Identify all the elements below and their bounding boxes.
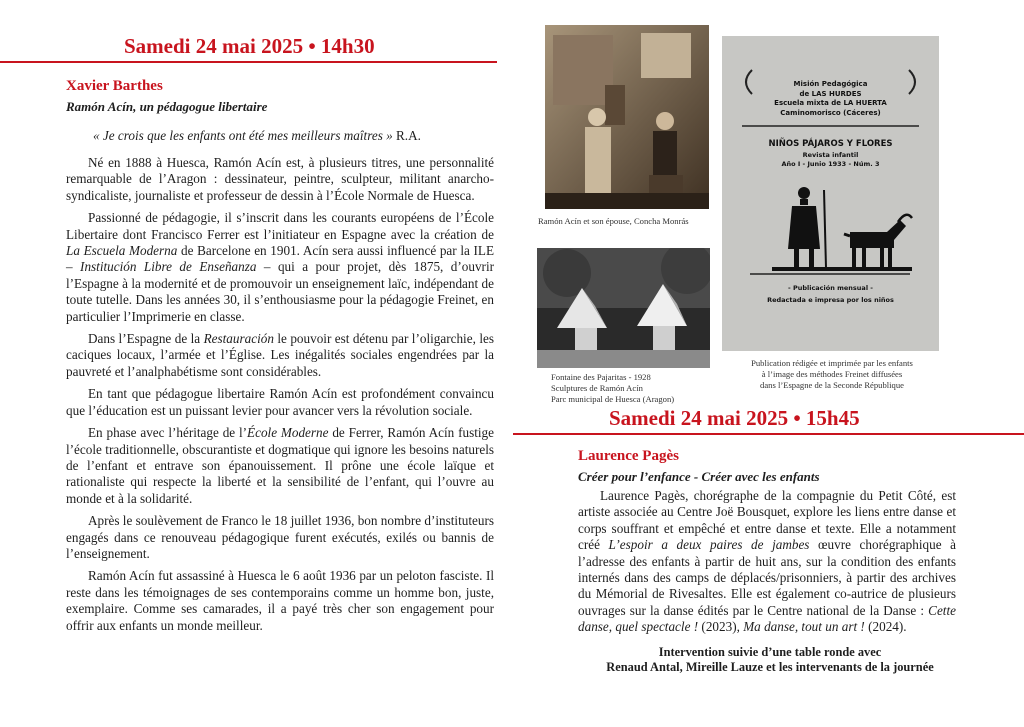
closing-line: Renaud Antal, Mireille Lauze et les intervenants de la journée: [606, 660, 934, 674]
photo-pajaritas-fountain: [537, 248, 710, 368]
caption-line: à l’image des méthodes Freinet diffusées: [761, 369, 903, 379]
text-run: Ramón Acín fut assassiné à Huesca le 6 août 1936 par un peloton fasciste. Il reste dans les témoignages de ses contemporains comme un homme bon, juste, exemplaire. Comme ses camarades, il a payé très cher son engagement pour offrir aux enfants un monde meilleur.: [66, 568, 494, 633]
caption-line: dans l’Espagne de la Seconde République: [760, 380, 904, 390]
magazine-issue: Año I - Junio 1933 - Núm. 3: [781, 160, 880, 168]
italic-text: École Moderne: [247, 425, 329, 441]
speaker-name-right: Laurence Pagès: [578, 448, 679, 464]
closing-note: [560, 645, 980, 675]
caption-line: Publication rédigée et imprimée par les enfants: [751, 358, 913, 368]
magazine-cover: [722, 36, 939, 351]
text-run: Dans l’Espagne de la: [88, 331, 204, 347]
italic-text: Ma danse, tout un art !: [743, 619, 865, 635]
paragraph: [66, 210, 494, 325]
italic-text: Restauración: [203, 331, 274, 347]
italic-text: La Escuela Moderna: [66, 243, 178, 259]
text-run: En phase avec l’héritage de l’: [88, 425, 248, 441]
divider-left: [0, 61, 497, 63]
caption-magazine: [722, 358, 942, 391]
text-run: – qui a pour projet, dès 1875, d’ouvrir l’Espagne à la modernité et de promouvoir un enseignement laïc, indépendant de toute tutelle. Dans les années 30, il s’enthousiasme pour la pédagogie Freinet, en particulier l’Imprimerie en classe.: [66, 259, 495, 324]
text-run: le pouvoir est détenu par l’oligarchie, les caciques locaux, l’armée et l’Église. Les inégalités sociales engendrées par la pauvreté et l’analphabétisme sont considérables.: [66, 331, 494, 379]
text-run: de Ferrer, Ramón Acín fustige l’école traditionnelle, obscurantiste et dogmatique qui ignore les besoins naturels de l’enfant et entrave son épanouissement. Il prône une école laïque et rationaliste qui respecte la liberté et la sensibilité de l’enfant, qui l’ouvre au monde et à la solidarité.: [66, 425, 494, 506]
text-run: Après le soulèvement de Franco le 18 juillet 1936, bon nombre d’instituteurs engagés dans ce renouveau pédagogique furent exécutés, exilés ou bannis de l’enseignement.: [66, 513, 494, 561]
caption-line: Sculptures de Ramón Acín: [551, 383, 643, 393]
divider-right: [513, 433, 1024, 435]
talk-title-left: Ramón Acín, un pédagogue libertaire: [66, 99, 268, 114]
italic-text: Institución Libre de Enseñanza: [80, 259, 257, 275]
magazine-line: Caminomorisco (Cáceres): [780, 108, 881, 117]
paragraph: [66, 386, 494, 419]
closing-line: Intervention suivie d’une table ronde avec: [658, 645, 882, 659]
text-run: de Barcelone en 1901. Acín sera aussi influencé par la ILE –: [66, 243, 494, 275]
magazine-footer: - Publicación mensual -: [787, 284, 874, 292]
photo-acin-couple: [545, 25, 709, 209]
quote: [93, 128, 493, 144]
caption-photo-fountain: [551, 372, 674, 405]
paragraph: [578, 488, 956, 636]
text-run: (2023),: [698, 619, 744, 635]
magazine-line: de LAS HURDES: [799, 89, 862, 98]
italic-text: Cette danse, quel spectacle !: [578, 602, 956, 635]
magazine-line: Escuela mixta de LA HUERTA: [774, 99, 887, 107]
text-run: œuvre chorégraphique à l’adresse des enfants à partir de huit ans, sur la condition des enfants internés dans des camps de déplacés/prisonniers, à partir des archives du Mémorial de Rivesaltes. Elle est également co-autrice de plusieurs ouvrages sur la danse édités par le Centre national de la Danse :: [578, 537, 957, 618]
paragraph: [66, 331, 494, 380]
text-run: Laurence Pagès, chorégraphe de la compagnie du Petit Côté, est artiste associée au Centre Joë Bousquet, explore les liens entre danse et corps souffrant et empêché et entre danse et texte. Elle a notamment créé: [578, 488, 956, 553]
magazine-line: Misión Pedagógica: [793, 80, 868, 88]
magazine-title: NIÑOS PÁJAROS Y FLORES: [768, 139, 893, 149]
caption-line: Parc municipal de Huesca (Aragon): [551, 394, 675, 404]
magazine-footer: Redactada e impresa por los niños: [767, 296, 894, 304]
text-run: Passionné de pédagogie, il s’inscrit dans les courants européens de l’École Libertaire dont Francisco Ferrer est l’initiateur en Espagne avec la création de: [66, 210, 494, 242]
quote-text: « Je crois que les enfants ont été mes meilleurs maîtres »: [93, 128, 393, 143]
quote-author: R.A.: [392, 128, 421, 143]
speaker-name-left: Xavier Barthes: [66, 78, 163, 94]
italic-text: L’espoir a deux paires de jambes: [608, 537, 810, 553]
text-run: En tant que pédagogue libertaire Ramón Acín est profondément convaincu que l’éducation est un puissant levier pour avancer vers la révolution sociale.: [66, 386, 494, 418]
body-text-left: [66, 155, 494, 640]
session-title-left: Samedi 24 mai 2025 • 14h30: [124, 34, 375, 58]
caption-line: Fontaine des Pajaritas - 1928: [551, 372, 651, 382]
magazine-subtitle: Revista infantil: [802, 151, 859, 159]
paragraph: [66, 425, 494, 507]
talk-title-right: Créer pour l’enfance - Créer avec les enfants: [578, 469, 820, 484]
paragraph: [66, 568, 494, 634]
paragraph: [66, 513, 494, 562]
body-text-right: [578, 488, 956, 642]
text-run: Né en 1888 à Huesca, Ramón Acín est, à plusieurs titres, une personnalité remarquable de l’Aragon : dessinateur, peintre, sculpteur, militant anarcho-syndicaliste, journaliste et professeur de dessin à l’École Normale de Huesca.: [66, 155, 494, 203]
session-title-right: Samedi 24 mai 2025 • 15h45: [609, 406, 860, 430]
paragraph: [66, 155, 494, 204]
caption-photo-couple: Ramón Acín et son épouse, Concha Monrás: [538, 216, 689, 226]
text-run: (2024).: [864, 619, 907, 635]
